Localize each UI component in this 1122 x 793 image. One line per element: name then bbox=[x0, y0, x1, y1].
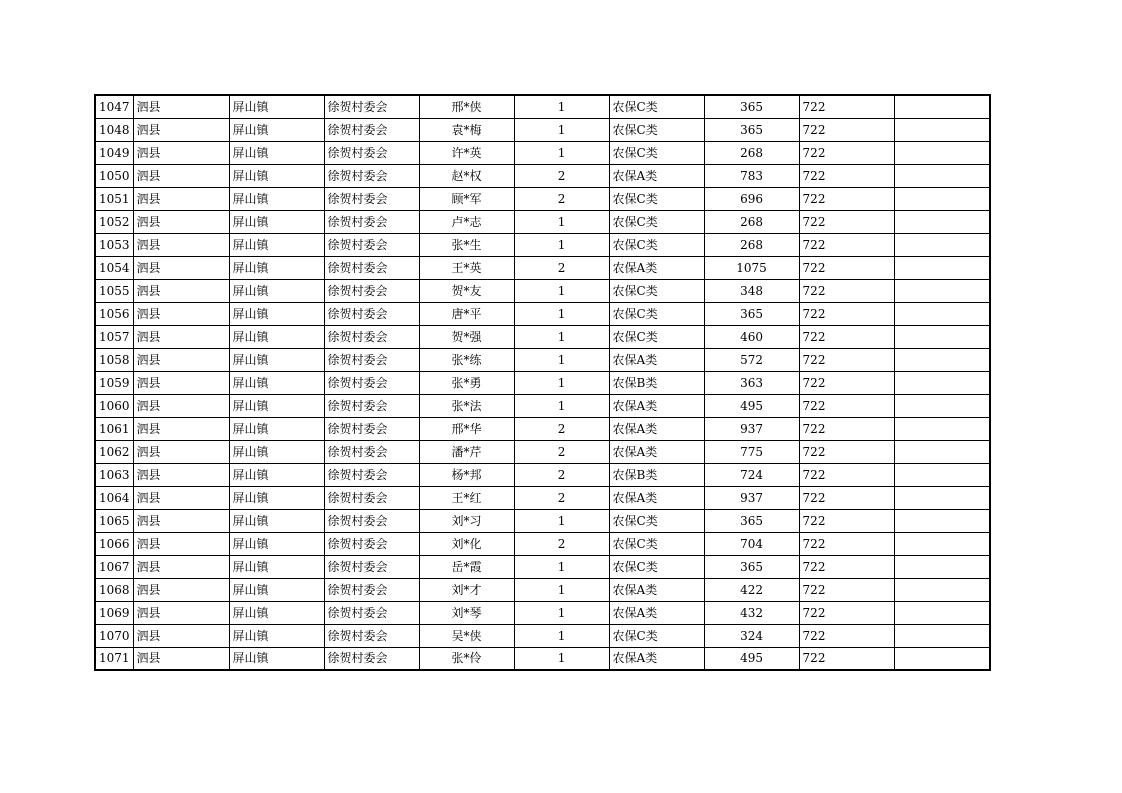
remark-cell bbox=[894, 325, 990, 348]
village-cell: 徐贺村委会 bbox=[324, 187, 419, 210]
remark-cell bbox=[894, 624, 990, 647]
remark-cell bbox=[894, 348, 990, 371]
household-count-cell: 1 bbox=[514, 325, 609, 348]
remark-cell bbox=[894, 256, 990, 279]
table-row bbox=[95, 601, 990, 624]
town-cell: 屏山镇 bbox=[229, 440, 324, 463]
remark-cell bbox=[894, 141, 990, 164]
table-row bbox=[95, 141, 990, 164]
amount-cell: 365 bbox=[704, 509, 799, 532]
remark-cell bbox=[894, 118, 990, 141]
standard-cell: 722 bbox=[799, 187, 894, 210]
household-count-cell: 1 bbox=[514, 233, 609, 256]
table-row bbox=[95, 509, 990, 532]
table-row bbox=[95, 371, 990, 394]
county-cell: 泗县 bbox=[133, 164, 229, 187]
table-row bbox=[95, 394, 990, 417]
category-cell: 农保B类 bbox=[609, 463, 704, 486]
town-cell: 屏山镇 bbox=[229, 509, 324, 532]
row-number-cell: 1070 bbox=[95, 624, 133, 647]
amount-cell: 1075 bbox=[704, 256, 799, 279]
village-cell: 徐贺村委会 bbox=[324, 210, 419, 233]
category-cell: 农保C类 bbox=[609, 95, 704, 118]
row-number-cell: 1067 bbox=[95, 555, 133, 578]
row-number-cell: 1060 bbox=[95, 394, 133, 417]
name-cell: 贺*友 bbox=[419, 279, 514, 302]
row-number-cell: 1050 bbox=[95, 164, 133, 187]
town-cell: 屏山镇 bbox=[229, 118, 324, 141]
category-cell: 农保C类 bbox=[609, 325, 704, 348]
row-number-cell: 1052 bbox=[95, 210, 133, 233]
village-cell: 徐贺村委会 bbox=[324, 601, 419, 624]
roster-table-body bbox=[95, 95, 990, 670]
row-number-cell: 1053 bbox=[95, 233, 133, 256]
household-count-cell: 2 bbox=[514, 164, 609, 187]
standard-cell: 722 bbox=[799, 440, 894, 463]
amount-cell: 724 bbox=[704, 463, 799, 486]
row-number-cell: 1069 bbox=[95, 601, 133, 624]
town-cell: 屏山镇 bbox=[229, 371, 324, 394]
village-cell: 徐贺村委会 bbox=[324, 141, 419, 164]
remark-cell bbox=[894, 463, 990, 486]
category-cell: 农保A类 bbox=[609, 578, 704, 601]
name-cell: 张*勇 bbox=[419, 371, 514, 394]
amount-cell: 432 bbox=[704, 601, 799, 624]
row-number-cell: 1061 bbox=[95, 417, 133, 440]
town-cell: 屏山镇 bbox=[229, 463, 324, 486]
table-row bbox=[95, 417, 990, 440]
town-cell: 屏山镇 bbox=[229, 532, 324, 555]
standard-cell: 722 bbox=[799, 417, 894, 440]
household-count-cell: 2 bbox=[514, 463, 609, 486]
amount-cell: 268 bbox=[704, 233, 799, 256]
county-cell: 泗县 bbox=[133, 624, 229, 647]
county-cell: 泗县 bbox=[133, 256, 229, 279]
amount-cell: 460 bbox=[704, 325, 799, 348]
category-cell: 农保C类 bbox=[609, 624, 704, 647]
town-cell: 屏山镇 bbox=[229, 233, 324, 256]
standard-cell: 722 bbox=[799, 371, 894, 394]
standard-cell: 722 bbox=[799, 509, 894, 532]
amount-cell: 572 bbox=[704, 348, 799, 371]
category-cell: 农保A类 bbox=[609, 440, 704, 463]
name-cell: 张*练 bbox=[419, 348, 514, 371]
row-number-cell: 1048 bbox=[95, 118, 133, 141]
village-cell: 徐贺村委会 bbox=[324, 371, 419, 394]
village-cell: 徐贺村委会 bbox=[324, 624, 419, 647]
name-cell: 王*红 bbox=[419, 486, 514, 509]
name-cell: 邢*华 bbox=[419, 417, 514, 440]
county-cell: 泗县 bbox=[133, 141, 229, 164]
remark-cell bbox=[894, 371, 990, 394]
county-cell: 泗县 bbox=[133, 95, 229, 118]
amount-cell: 775 bbox=[704, 440, 799, 463]
amount-cell: 365 bbox=[704, 95, 799, 118]
standard-cell: 722 bbox=[799, 601, 894, 624]
category-cell: 农保C类 bbox=[609, 302, 704, 325]
amount-cell: 495 bbox=[704, 647, 799, 670]
category-cell: 农保C类 bbox=[609, 118, 704, 141]
town-cell: 屏山镇 bbox=[229, 624, 324, 647]
remark-cell bbox=[894, 601, 990, 624]
table-row bbox=[95, 279, 990, 302]
category-cell: 农保A类 bbox=[609, 647, 704, 670]
remark-cell bbox=[894, 394, 990, 417]
town-cell: 屏山镇 bbox=[229, 348, 324, 371]
town-cell: 屏山镇 bbox=[229, 394, 324, 417]
table-row bbox=[95, 164, 990, 187]
village-cell: 徐贺村委会 bbox=[324, 555, 419, 578]
village-cell: 徐贺村委会 bbox=[324, 486, 419, 509]
table-row bbox=[95, 532, 990, 555]
town-cell: 屏山镇 bbox=[229, 325, 324, 348]
town-cell: 屏山镇 bbox=[229, 164, 324, 187]
category-cell: 农保A类 bbox=[609, 486, 704, 509]
row-number-cell: 1071 bbox=[95, 647, 133, 670]
village-cell: 徐贺村委会 bbox=[324, 256, 419, 279]
remark-cell bbox=[894, 233, 990, 256]
table-row bbox=[95, 624, 990, 647]
table-row bbox=[95, 555, 990, 578]
row-number-cell: 1062 bbox=[95, 440, 133, 463]
amount-cell: 937 bbox=[704, 486, 799, 509]
table-row bbox=[95, 256, 990, 279]
name-cell: 邢*侠 bbox=[419, 95, 514, 118]
row-number-cell: 1056 bbox=[95, 302, 133, 325]
table-row bbox=[95, 210, 990, 233]
row-number-cell: 1058 bbox=[95, 348, 133, 371]
county-cell: 泗县 bbox=[133, 394, 229, 417]
category-cell: 农保A类 bbox=[609, 348, 704, 371]
remark-cell bbox=[894, 302, 990, 325]
name-cell: 唐*平 bbox=[419, 302, 514, 325]
town-cell: 屏山镇 bbox=[229, 302, 324, 325]
table-row bbox=[95, 463, 990, 486]
remark-cell bbox=[894, 164, 990, 187]
row-number-cell: 1049 bbox=[95, 141, 133, 164]
row-number-cell: 1047 bbox=[95, 95, 133, 118]
category-cell: 农保C类 bbox=[609, 555, 704, 578]
town-cell: 屏山镇 bbox=[229, 141, 324, 164]
town-cell: 屏山镇 bbox=[229, 555, 324, 578]
county-cell: 泗县 bbox=[133, 509, 229, 532]
amount-cell: 783 bbox=[704, 164, 799, 187]
remark-cell bbox=[894, 279, 990, 302]
name-cell: 刘*琴 bbox=[419, 601, 514, 624]
household-count-cell: 2 bbox=[514, 256, 609, 279]
name-cell: 吴*侠 bbox=[419, 624, 514, 647]
row-number-cell: 1064 bbox=[95, 486, 133, 509]
table-row bbox=[95, 647, 990, 670]
category-cell: 农保C类 bbox=[609, 210, 704, 233]
household-count-cell: 2 bbox=[514, 486, 609, 509]
town-cell: 屏山镇 bbox=[229, 279, 324, 302]
village-cell: 徐贺村委会 bbox=[324, 118, 419, 141]
household-count-cell: 2 bbox=[514, 417, 609, 440]
household-count-cell: 1 bbox=[514, 578, 609, 601]
standard-cell: 722 bbox=[799, 486, 894, 509]
name-cell: 刘*才 bbox=[419, 578, 514, 601]
town-cell: 屏山镇 bbox=[229, 417, 324, 440]
amount-cell: 365 bbox=[704, 555, 799, 578]
village-cell: 徐贺村委会 bbox=[324, 647, 419, 670]
row-number-cell: 1055 bbox=[95, 279, 133, 302]
category-cell: 农保C类 bbox=[609, 141, 704, 164]
household-count-cell: 2 bbox=[514, 440, 609, 463]
name-cell: 潘*芹 bbox=[419, 440, 514, 463]
standard-cell: 722 bbox=[799, 164, 894, 187]
standard-cell: 722 bbox=[799, 118, 894, 141]
village-cell: 徐贺村委会 bbox=[324, 279, 419, 302]
county-cell: 泗县 bbox=[133, 647, 229, 670]
name-cell: 许*英 bbox=[419, 141, 514, 164]
amount-cell: 365 bbox=[704, 302, 799, 325]
name-cell: 顾*军 bbox=[419, 187, 514, 210]
village-cell: 徐贺村委会 bbox=[324, 394, 419, 417]
table-row bbox=[95, 440, 990, 463]
amount-cell: 268 bbox=[704, 141, 799, 164]
name-cell: 张*生 bbox=[419, 233, 514, 256]
name-cell: 刘*习 bbox=[419, 509, 514, 532]
household-count-cell: 1 bbox=[514, 118, 609, 141]
town-cell: 屏山镇 bbox=[229, 95, 324, 118]
name-cell: 王*英 bbox=[419, 256, 514, 279]
amount-cell: 937 bbox=[704, 417, 799, 440]
household-count-cell: 1 bbox=[514, 509, 609, 532]
category-cell: 农保C类 bbox=[609, 279, 704, 302]
household-count-cell: 2 bbox=[514, 187, 609, 210]
household-count-cell: 1 bbox=[514, 601, 609, 624]
remark-cell bbox=[894, 532, 990, 555]
standard-cell: 722 bbox=[799, 141, 894, 164]
household-count-cell: 1 bbox=[514, 371, 609, 394]
household-count-cell: 2 bbox=[514, 532, 609, 555]
amount-cell: 363 bbox=[704, 371, 799, 394]
county-cell: 泗县 bbox=[133, 279, 229, 302]
county-cell: 泗县 bbox=[133, 302, 229, 325]
row-number-cell: 1066 bbox=[95, 532, 133, 555]
standard-cell: 722 bbox=[799, 394, 894, 417]
amount-cell: 348 bbox=[704, 279, 799, 302]
row-number-cell: 1065 bbox=[95, 509, 133, 532]
standard-cell: 722 bbox=[799, 95, 894, 118]
category-cell: 农保C类 bbox=[609, 509, 704, 532]
category-cell: 农保A类 bbox=[609, 394, 704, 417]
town-cell: 屏山镇 bbox=[229, 256, 324, 279]
standard-cell: 722 bbox=[799, 348, 894, 371]
standard-cell: 722 bbox=[799, 624, 894, 647]
remark-cell bbox=[894, 647, 990, 670]
town-cell: 屏山镇 bbox=[229, 647, 324, 670]
name-cell: 杨*邦 bbox=[419, 463, 514, 486]
category-cell: 农保C类 bbox=[609, 187, 704, 210]
county-cell: 泗县 bbox=[133, 325, 229, 348]
name-cell: 岳*霞 bbox=[419, 555, 514, 578]
table-row bbox=[95, 486, 990, 509]
name-cell: 赵*权 bbox=[419, 164, 514, 187]
standard-cell: 722 bbox=[799, 532, 894, 555]
village-cell: 徐贺村委会 bbox=[324, 509, 419, 532]
amount-cell: 495 bbox=[704, 394, 799, 417]
standard-cell: 722 bbox=[799, 302, 894, 325]
household-count-cell: 1 bbox=[514, 348, 609, 371]
name-cell: 卢*志 bbox=[419, 210, 514, 233]
town-cell: 屏山镇 bbox=[229, 578, 324, 601]
standard-cell: 722 bbox=[799, 256, 894, 279]
county-cell: 泗县 bbox=[133, 601, 229, 624]
table-row bbox=[95, 348, 990, 371]
village-cell: 徐贺村委会 bbox=[324, 417, 419, 440]
county-cell: 泗县 bbox=[133, 532, 229, 555]
category-cell: 农保B类 bbox=[609, 371, 704, 394]
amount-cell: 704 bbox=[704, 532, 799, 555]
household-count-cell: 1 bbox=[514, 95, 609, 118]
county-cell: 泗县 bbox=[133, 371, 229, 394]
name-cell: 贺*强 bbox=[419, 325, 514, 348]
category-cell: 农保C类 bbox=[609, 233, 704, 256]
remark-cell bbox=[894, 486, 990, 509]
county-cell: 泗县 bbox=[133, 578, 229, 601]
standard-cell: 722 bbox=[799, 647, 894, 670]
remark-cell bbox=[894, 440, 990, 463]
household-count-cell: 1 bbox=[514, 624, 609, 647]
amount-cell: 422 bbox=[704, 578, 799, 601]
household-count-cell: 1 bbox=[514, 394, 609, 417]
table-row bbox=[95, 233, 990, 256]
town-cell: 屏山镇 bbox=[229, 210, 324, 233]
county-cell: 泗县 bbox=[133, 187, 229, 210]
amount-cell: 696 bbox=[704, 187, 799, 210]
village-cell: 徐贺村委会 bbox=[324, 463, 419, 486]
table-row bbox=[95, 578, 990, 601]
household-count-cell: 1 bbox=[514, 210, 609, 233]
standard-cell: 722 bbox=[799, 555, 894, 578]
name-cell: 刘*化 bbox=[419, 532, 514, 555]
county-cell: 泗县 bbox=[133, 118, 229, 141]
village-cell: 徐贺村委会 bbox=[324, 348, 419, 371]
table-row bbox=[95, 325, 990, 348]
village-cell: 徐贺村委会 bbox=[324, 578, 419, 601]
household-count-cell: 1 bbox=[514, 279, 609, 302]
household-count-cell: 1 bbox=[514, 141, 609, 164]
name-cell: 张*伶 bbox=[419, 647, 514, 670]
table-row bbox=[95, 302, 990, 325]
county-cell: 泗县 bbox=[133, 440, 229, 463]
category-cell: 农保A类 bbox=[609, 164, 704, 187]
row-number-cell: 1059 bbox=[95, 371, 133, 394]
standard-cell: 722 bbox=[799, 279, 894, 302]
remark-cell bbox=[894, 578, 990, 601]
county-cell: 泗县 bbox=[133, 463, 229, 486]
village-cell: 徐贺村委会 bbox=[324, 233, 419, 256]
town-cell: 屏山镇 bbox=[229, 486, 324, 509]
name-cell: 张*法 bbox=[419, 394, 514, 417]
category-cell: 农保A类 bbox=[609, 601, 704, 624]
remark-cell bbox=[894, 509, 990, 532]
category-cell: 农保C类 bbox=[609, 532, 704, 555]
village-cell: 徐贺村委会 bbox=[324, 440, 419, 463]
village-cell: 徐贺村委会 bbox=[324, 325, 419, 348]
standard-cell: 722 bbox=[799, 233, 894, 256]
household-count-cell: 1 bbox=[514, 302, 609, 325]
standard-cell: 722 bbox=[799, 325, 894, 348]
row-number-cell: 1054 bbox=[95, 256, 133, 279]
remark-cell bbox=[894, 417, 990, 440]
household-count-cell: 1 bbox=[514, 647, 609, 670]
row-number-cell: 1057 bbox=[95, 325, 133, 348]
roster-table bbox=[94, 94, 991, 671]
village-cell: 徐贺村委会 bbox=[324, 532, 419, 555]
county-cell: 泗县 bbox=[133, 417, 229, 440]
remark-cell bbox=[894, 95, 990, 118]
county-cell: 泗县 bbox=[133, 555, 229, 578]
county-cell: 泗县 bbox=[133, 348, 229, 371]
household-count-cell: 1 bbox=[514, 555, 609, 578]
standard-cell: 722 bbox=[799, 578, 894, 601]
remark-cell bbox=[894, 555, 990, 578]
amount-cell: 324 bbox=[704, 624, 799, 647]
table-row bbox=[95, 118, 990, 141]
table-row bbox=[95, 187, 990, 210]
village-cell: 徐贺村委会 bbox=[324, 164, 419, 187]
amount-cell: 268 bbox=[704, 210, 799, 233]
village-cell: 徐贺村委会 bbox=[324, 95, 419, 118]
town-cell: 屏山镇 bbox=[229, 601, 324, 624]
village-cell: 徐贺村委会 bbox=[324, 302, 419, 325]
row-number-cell: 1068 bbox=[95, 578, 133, 601]
category-cell: 农保A类 bbox=[609, 417, 704, 440]
name-cell: 袁*梅 bbox=[419, 118, 514, 141]
row-number-cell: 1051 bbox=[95, 187, 133, 210]
row-number-cell: 1063 bbox=[95, 463, 133, 486]
standard-cell: 722 bbox=[799, 210, 894, 233]
standard-cell: 722 bbox=[799, 463, 894, 486]
county-cell: 泗县 bbox=[133, 486, 229, 509]
amount-cell: 365 bbox=[704, 118, 799, 141]
remark-cell bbox=[894, 210, 990, 233]
table-row bbox=[95, 95, 990, 118]
town-cell: 屏山镇 bbox=[229, 187, 324, 210]
remark-cell bbox=[894, 187, 990, 210]
county-cell: 泗县 bbox=[133, 210, 229, 233]
county-cell: 泗县 bbox=[133, 233, 229, 256]
category-cell: 农保A类 bbox=[609, 256, 704, 279]
